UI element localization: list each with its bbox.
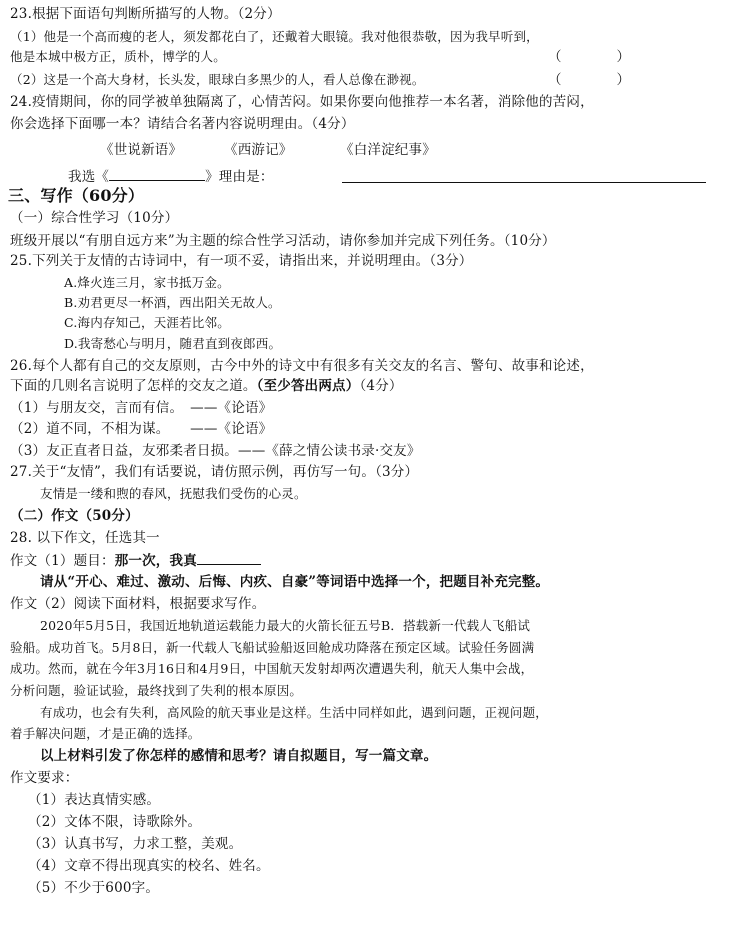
q27-title: 27.关于“友情”，我们有话要说，请仿照示例，再仿写一句。（3分） bbox=[10, 464, 419, 480]
material-prompt: 以上材料引发了你怎样的感情和思考？请自拟题目，写一篇文章。 bbox=[40, 748, 438, 764]
part-1-intro: 班级开展以“有朋自远方来”为主题的综合性学习活动，请你参加并完成下列任务。（10分） bbox=[10, 233, 556, 249]
requirement-4: （4）文章不得出现真实的校名、姓名。 bbox=[28, 858, 270, 874]
material-line-1: 2020年5月5日，我国近地轨道运载能力最大的火箭长征五号B．搭载新一代载人飞船试 bbox=[40, 618, 531, 633]
q25-option-c: C.海内存知己，天涯若比邻。 bbox=[64, 315, 230, 330]
part-2-title: （二）作文（50分） bbox=[10, 508, 139, 524]
q26-line-1: 26.每个人都有自己的交友原则，古今中外的诗文中有很多有关交友的名言、警句、故事和论述， bbox=[10, 358, 594, 374]
q24-question-line-1: 24.疫情期间，你的同学被单独隔离了，心情苦闷。如果你要向他推荐一本名著，消除他的苦闷， bbox=[10, 94, 594, 110]
q24-book-blank[interactable] bbox=[109, 166, 205, 181]
material-line-2: 验船。成功首飞。5月8日，新一代载人飞船试验船返回舱成功降落在预定区域。试验任务圆满 bbox=[10, 640, 535, 655]
composition-1-title-text: 那一次，我真 bbox=[114, 553, 197, 569]
composition-1-title-blank[interactable] bbox=[197, 550, 261, 565]
composition-1-label: 作文（1）题目： bbox=[10, 553, 115, 569]
material-line-3: 成功。然而，就在今年3月16日和4月9日，中国航天发射却两次遭遇失利，航天人集中会战， bbox=[10, 661, 534, 676]
section-3-title: 三、写作（60分） bbox=[8, 186, 145, 205]
q26-quote-1: （1）与朋友交，言而有信。 ——《论语》 bbox=[10, 400, 273, 416]
q25-title: 25.下列关于友情的古诗词中，有一项不妥，请指出来，并说明理由。（3分） bbox=[10, 253, 473, 269]
q24-reason-text: 》理由是： bbox=[205, 169, 274, 185]
q24-choose-text: 我选《 bbox=[68, 169, 110, 185]
composition-1-topic bbox=[10, 550, 261, 571]
material-line-6: 着手解决问题，才是正确的选择。 bbox=[10, 726, 201, 741]
q24-book-3: 《白洋淀纪事》 bbox=[340, 142, 436, 158]
q28-title: 28. 以下作文，任选其一 bbox=[10, 530, 160, 546]
q23-answer-paren-2[interactable]: （ ） bbox=[548, 72, 631, 88]
q27-example: 友情是一缕和煦的春风，抚慰我们受伤的心灵。 bbox=[40, 486, 307, 501]
q23-answer-paren-1[interactable]: （ ） bbox=[548, 49, 631, 65]
q26-line-2-text: 下面的几则名言说明了怎样的交友之道。 bbox=[10, 378, 257, 394]
requirement-2: （2）文体不限，诗歌除外。 bbox=[28, 814, 202, 830]
part-1-title: （一）综合性学习（10分） bbox=[10, 210, 179, 226]
q24-book-2: 《西游记》 bbox=[224, 142, 293, 158]
q23-statement-1: （1）他是一个高而瘦的老人，须发都花白了，还戴着大眼镜。我对他很恭敬，因为我早听到， bbox=[10, 29, 539, 44]
q26-quote-2: （2）道不同，不相为谋。 ——《论语》 bbox=[10, 421, 273, 437]
q23-title: 23.根据下面语句判断所描写的人物。（2分） bbox=[10, 6, 281, 22]
material-line-5: 有成功，也会有失利，高风险的航天事业是这样。生活中同样如此，遇到问题，正视问题， bbox=[40, 705, 549, 720]
requirement-1: （1）表达真情实感。 bbox=[28, 792, 161, 808]
q26-line-2-emphasis: （至少答出两点） bbox=[256, 378, 360, 394]
q24-choose-label bbox=[68, 166, 274, 187]
requirements-title: 作文要求： bbox=[10, 770, 79, 786]
composition-2-label: 作文（2）阅读下面材料，根据要求写作。 bbox=[10, 596, 266, 612]
q23-statement-2: （2）这是一个高大身材，长头发，眼球白多黑少的人，看人总像在渺视。 bbox=[10, 72, 425, 87]
q25-option-a: A.烽火连三月，家书抵万金。 bbox=[64, 275, 230, 290]
q23-statement-1-cont: 他是本城中极方正，质朴，博学的人。 bbox=[10, 49, 226, 64]
composition-1-instruction: 请从“开心、难过、激动、后悔、内疚、自豪”等词语中选择一个，把题目补充完整。 bbox=[40, 574, 550, 590]
q25-option-b: B.劝君更尽一杯酒，西出阳关无故人。 bbox=[64, 295, 281, 310]
q26-line-2-score: （4分） bbox=[359, 378, 403, 394]
q24-book-1: 《世说新语》 bbox=[100, 142, 183, 158]
q26-line-2 bbox=[10, 376, 403, 396]
material-line-4: 分析问题，验证试验，最终找到了失利的根本原因。 bbox=[10, 683, 303, 698]
q26-quote-3: （3）友正直者日益，友邪柔者日损。——《薛之情公读书录·交友》 bbox=[10, 443, 421, 459]
q24-question-line-2: 你会选择下面哪一本？请结合名著内容说明理由。（4分） bbox=[10, 116, 355, 132]
requirement-5: （5）不少于600字。 bbox=[28, 880, 160, 896]
requirement-3: （3）认真书写，力求工整，美观。 bbox=[28, 836, 243, 852]
q24-reason-blank[interactable] bbox=[342, 168, 706, 183]
q25-option-d: D.我寄愁心与明月，随君直到夜郎西。 bbox=[64, 336, 282, 351]
